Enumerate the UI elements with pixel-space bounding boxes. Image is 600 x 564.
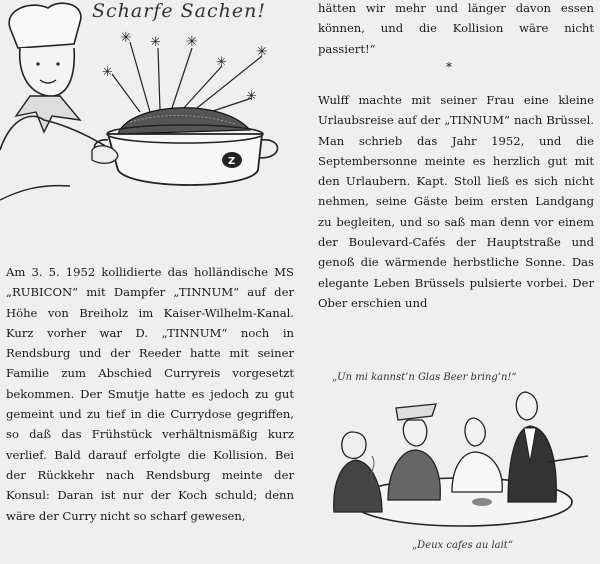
heading-script: Scharfe Sachen!	[92, 0, 266, 22]
right-column	[312, 0, 600, 564]
right-paragraph: Wulff machte mit seiner Frau eine kleine Urlaubsreise auf der „TINNUM“ nach Brüssel. Man schrieb das Jahr 1952, und die Septembersonne meinte es herzlich gut mit den Urlaubern. Kapt. Stoll ließ es sich nicht nehmen, seine Gäste beim ersten Landgang zu begleiten, und so saß man denn vor einem der Boulevard-Cafés der Hauptstraße und genoß die wärmende herbstliche Sonne. Das elegante Leben Brüssels pulsierte vorbei. Der Ober erschien und	[318, 93, 594, 310]
continuation-paragraph: hätten wir mehr und länger davon essen können, und die Kollision wäre nicht passiert!“	[318, 1, 594, 56]
svg-text:✳: ✳	[216, 55, 227, 70]
cafe-illustration	[312, 362, 600, 564]
svg-text:✳: ✳	[102, 65, 113, 80]
right-continuation-text	[318, 0, 594, 59]
left-body-text	[6, 262, 294, 526]
svg-text:✳: ✳	[246, 89, 257, 104]
left-paragraph: Am 3. 5. 1952 kollidierte das holländische MS „RUBICON“ mit Dampfer „TINNUM“ auf der Höhe von Breiholz im Kaiser-Wilhelm-Kanal. Kurz vorher war D. „TINNUM“ noch in Rendsburg und der Reeder hatte mit seiner Familie zum Abschied Curryreis vorgesetzt bekommen. Der Smutje hatte es jedoch zu gut gemeint und zu tief in die Currydose gegriffen, so daß das Frühstück verhältnismäßig kurz verlief. Bald darauf erfolgte die Kollision. Bei der Rückkehr nach Rendsburg meinte der Konsul: Daran ist nur der Koch schuld; denn wäre der Curry nicht so scharf gewesen,	[6, 265, 294, 523]
section-separator: *	[446, 60, 452, 74]
svg-text:✳: ✳	[186, 34, 198, 50]
caption-bottom: „Deux cafes au lait“	[412, 540, 513, 551]
svg-text:✳: ✳	[120, 30, 132, 46]
right-body-text	[318, 90, 594, 313]
caption-top: „Un mi kannst’n Glas Beer bring’n!“	[332, 372, 517, 383]
pot-badge-letter: Z	[228, 156, 236, 167]
chef-illustration	[0, 0, 300, 255]
svg-text:✳: ✳	[256, 44, 268, 60]
svg-text:✳: ✳	[150, 35, 161, 50]
